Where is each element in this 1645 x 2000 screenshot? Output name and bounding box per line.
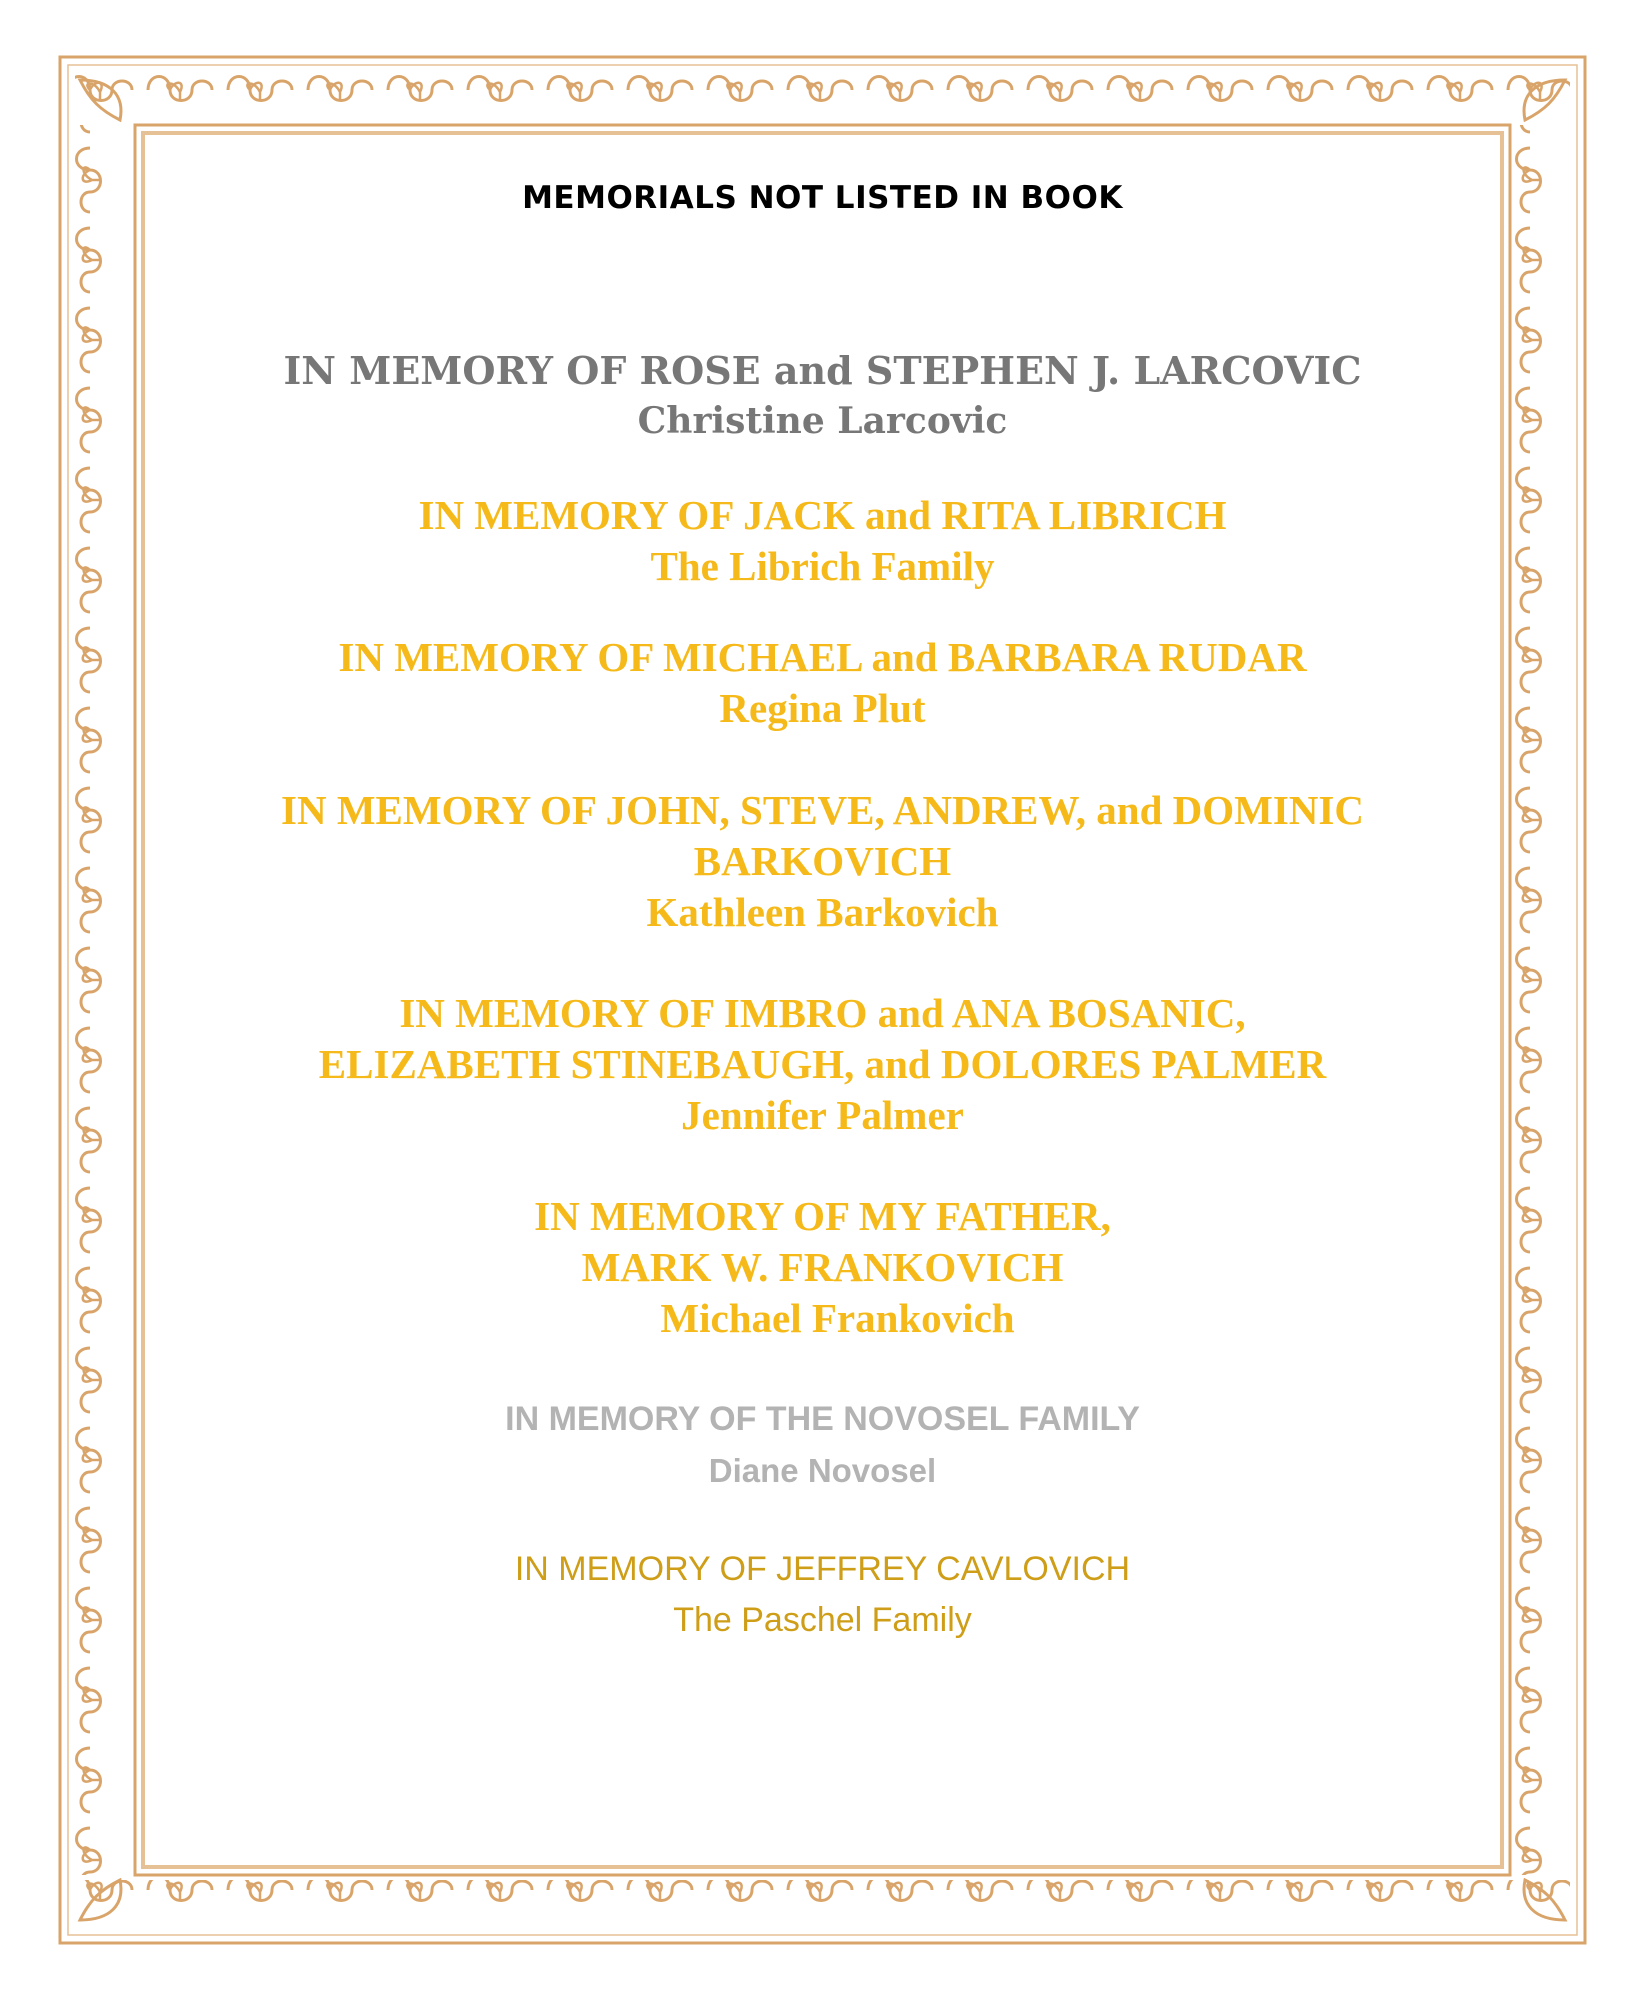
memorial-line: IN MEMORY OF MY FATHER, — [534, 1193, 1111, 1239]
memorial-donor: Regina Plut — [719, 685, 926, 731]
memorial-donor: Kathleen Barkovich — [646, 889, 999, 935]
memorial-entry — [150, 1544, 1495, 1646]
memorial-entry — [150, 490, 1495, 592]
page-title: MEMORIALS NOT LISTED IN BOOK — [522, 180, 1123, 216]
memorial-donor: The Paschel Family — [673, 1601, 972, 1639]
memorial-line: IN MEMORY OF JACK and RITA LIBRICH — [418, 492, 1227, 538]
memorial-entry — [150, 785, 1495, 938]
memorial-entry — [150, 1191, 1495, 1344]
memorial-line: IN MEMORY OF ROSE and STEPHEN J. LARCOVIC — [283, 348, 1362, 393]
memorial-entry — [150, 988, 1495, 1141]
memorial-donor: Michael Frankovich — [660, 1295, 1015, 1341]
memorial-line: IN MEMORY OF JEFFREY CAVLOVICH — [514, 1550, 1131, 1588]
memorial-donor: Diane Novosel — [708, 1452, 937, 1489]
memorial-entry — [150, 1394, 1495, 1496]
memorial-line: IN MEMORY OF IMBRO and ANA BOSANIC, — [399, 990, 1246, 1036]
memorial-line: BARKOVICH — [693, 838, 952, 884]
memorial-line: IN MEMORY OF MICHAEL and BARBARA RUDAR — [338, 634, 1307, 680]
memorial-entry — [150, 345, 1495, 447]
memorial-entry — [150, 632, 1495, 734]
memorial-line: MARK W. FRANKOVICH — [581, 1244, 1064, 1290]
memorial-line: IN MEMORY OF THE NOVOSEL FAMILY — [505, 1400, 1140, 1438]
memorial-donor: Jennifer Palmer — [681, 1092, 964, 1138]
memorial-donor: The Librich Family — [650, 543, 995, 589]
memorial-list — [150, 165, 1495, 1805]
memorial-line: IN MEMORY OF JOHN, STEVE, ANDREW, and DOMINIC — [281, 787, 1364, 833]
memorial-donor: Christine Larcovic — [637, 400, 1008, 442]
memorial-line: ELIZABETH STINEBAUGH, and DOLORES PALMER — [318, 1041, 1327, 1087]
